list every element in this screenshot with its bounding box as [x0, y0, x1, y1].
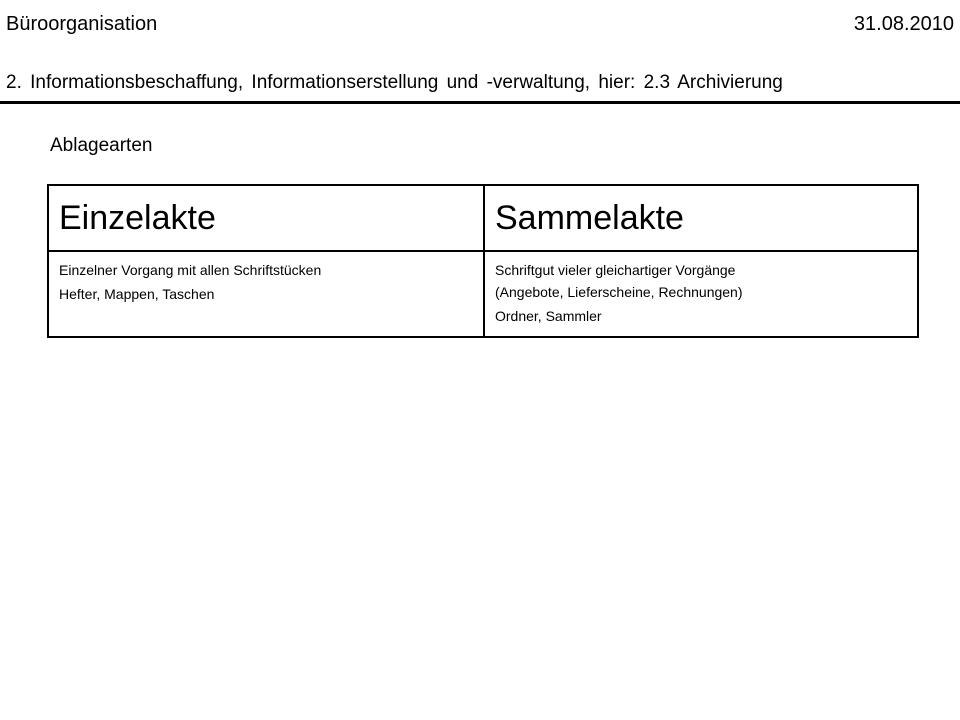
column-heading: Einzelakte: [59, 199, 216, 237]
table-row: [48, 251, 918, 337]
header-divider: [0, 101, 960, 104]
cell-content: [485, 252, 917, 336]
cell-description: Einzelner Vorgang mit allen Schriftstücken: [59, 262, 322, 278]
table-cell-einzelakte: [48, 251, 484, 337]
cell-description: Schriftgut vieler gleichartiger Vorgänge: [495, 262, 736, 278]
page-header: [6, 10, 954, 40]
table-header-row: [48, 185, 918, 251]
cell-examples: Hefter, Mappen, Taschen: [59, 286, 215, 302]
cell-description-detail: (Angebote, Lieferscheine, Rechnungen): [495, 284, 743, 300]
cell-examples: Ordner, Sammler: [495, 308, 602, 324]
topic-heading: 2. Informationsbeschaffung, Informationserstellung und -verwaltung, hier: 2.3 Archivierung: [6, 72, 783, 93]
course-title: Büroorganisation: [6, 13, 158, 35]
section-label: Ablagearten: [50, 135, 153, 156]
filing-types-table: [47, 184, 919, 338]
header-date: 31.08.2010: [853, 13, 954, 35]
table-header-cell-sammelakte: [484, 185, 918, 251]
column-heading: Sammelakte: [495, 199, 684, 237]
cell-content: [49, 252, 483, 314]
table-cell-sammelakte: [484, 251, 918, 337]
table-header-cell-einzelakte: [48, 185, 484, 251]
